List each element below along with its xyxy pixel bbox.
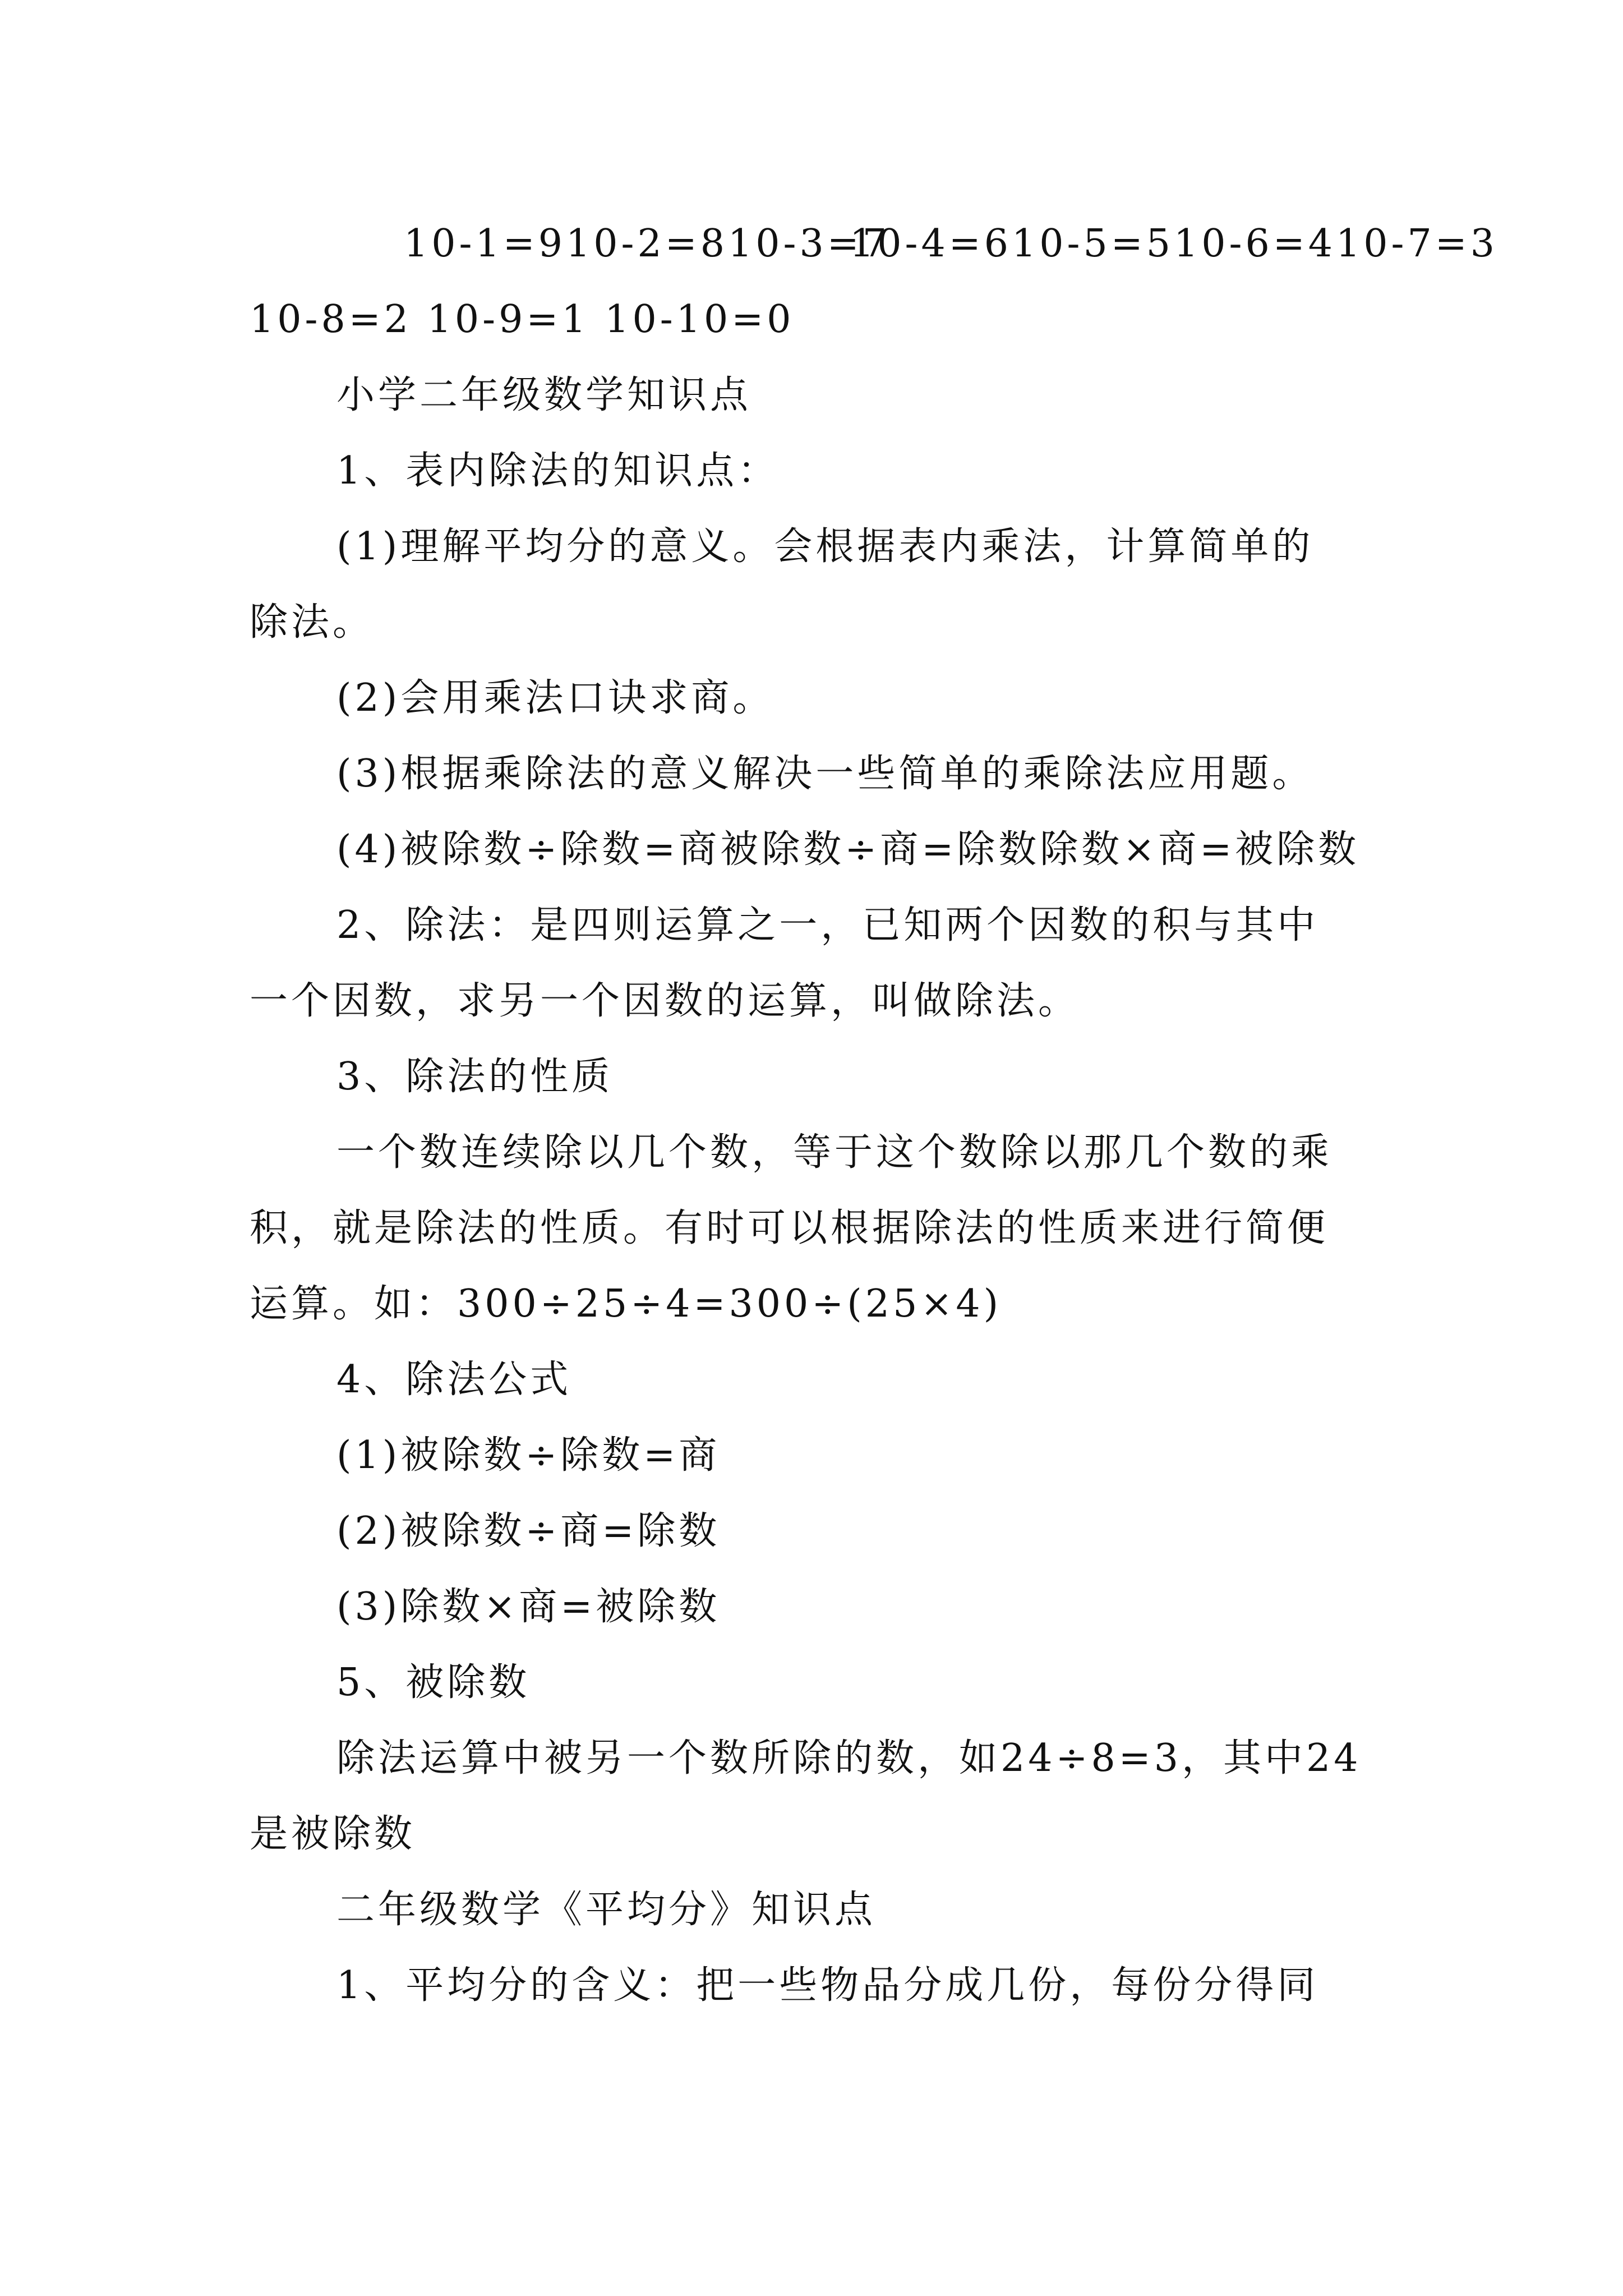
paragraph-line: 运算。如：300÷25÷4=300÷(25×4) — [250, 1282, 1002, 1326]
subheading-1: 1、表内除法的知识点： — [336, 449, 780, 493]
paragraph-line: (3)根据乘除法的意义解决一些简单的乘除法应用题。 — [336, 752, 1314, 796]
section-heading-average: 二年级数学《平均分》知识点 — [336, 1888, 877, 1932]
paragraph-line: 除法运算中被另一个数所除的数，如24÷8=3，其中24 — [336, 1736, 1362, 1780]
paragraph-line: (1)理解平均分的意义。会根据表内乘法，计算简单的 — [336, 524, 1314, 569]
paragraph-line: 积，就是除法的性质。有时可以根据除法的性质来进行简便 — [250, 1206, 1329, 1250]
paragraph-line: 一个因数，求另一个因数的运算，叫做除法。 — [250, 979, 1080, 1023]
formula-line: (2)被除数÷商=除数 — [336, 1509, 721, 1553]
paragraph-line: 一个数连续除以几个数，等于这个数除以那几个数的乘 — [336, 1130, 1333, 1175]
paragraph-line: 是被除数 — [250, 1812, 416, 1856]
paragraph-line: (4)被除数÷除数=商被除数÷商=除数除数×商=被除数 — [336, 827, 1360, 872]
formula-line: (1)被除数÷除数=商 — [336, 1433, 721, 1478]
paragraph-line: (2)会用乘法口诀求商。 — [336, 676, 774, 720]
subheading-5: 5、被除数 — [336, 1660, 531, 1705]
subheading-2: 2、除法：是四则运算之一，已知两个因数的积与其中 — [336, 903, 1319, 947]
paragraph-line: 除法。 — [250, 600, 375, 645]
paragraph-line: 1、平均分的含义：把一些物品分成几份，每份分得同 — [336, 1963, 1319, 2008]
formula-line: (3)除数×商=被除数 — [336, 1585, 721, 1629]
section-heading-grade2: 小学二年级数学知识点 — [336, 373, 752, 417]
subheading-3: 3、除法的性质 — [336, 1055, 614, 1099]
equation-line-2: 10-8=2 10-9=1 10-10=0 — [250, 297, 795, 342]
equation-line-1a: 10-1=910-2=810-3=7 — [404, 222, 891, 266]
equation-line-1b: 10-4=610-5=510-6=410-7=3 — [850, 222, 1498, 266]
subheading-4: 4、除法公式 — [336, 1358, 572, 1402]
